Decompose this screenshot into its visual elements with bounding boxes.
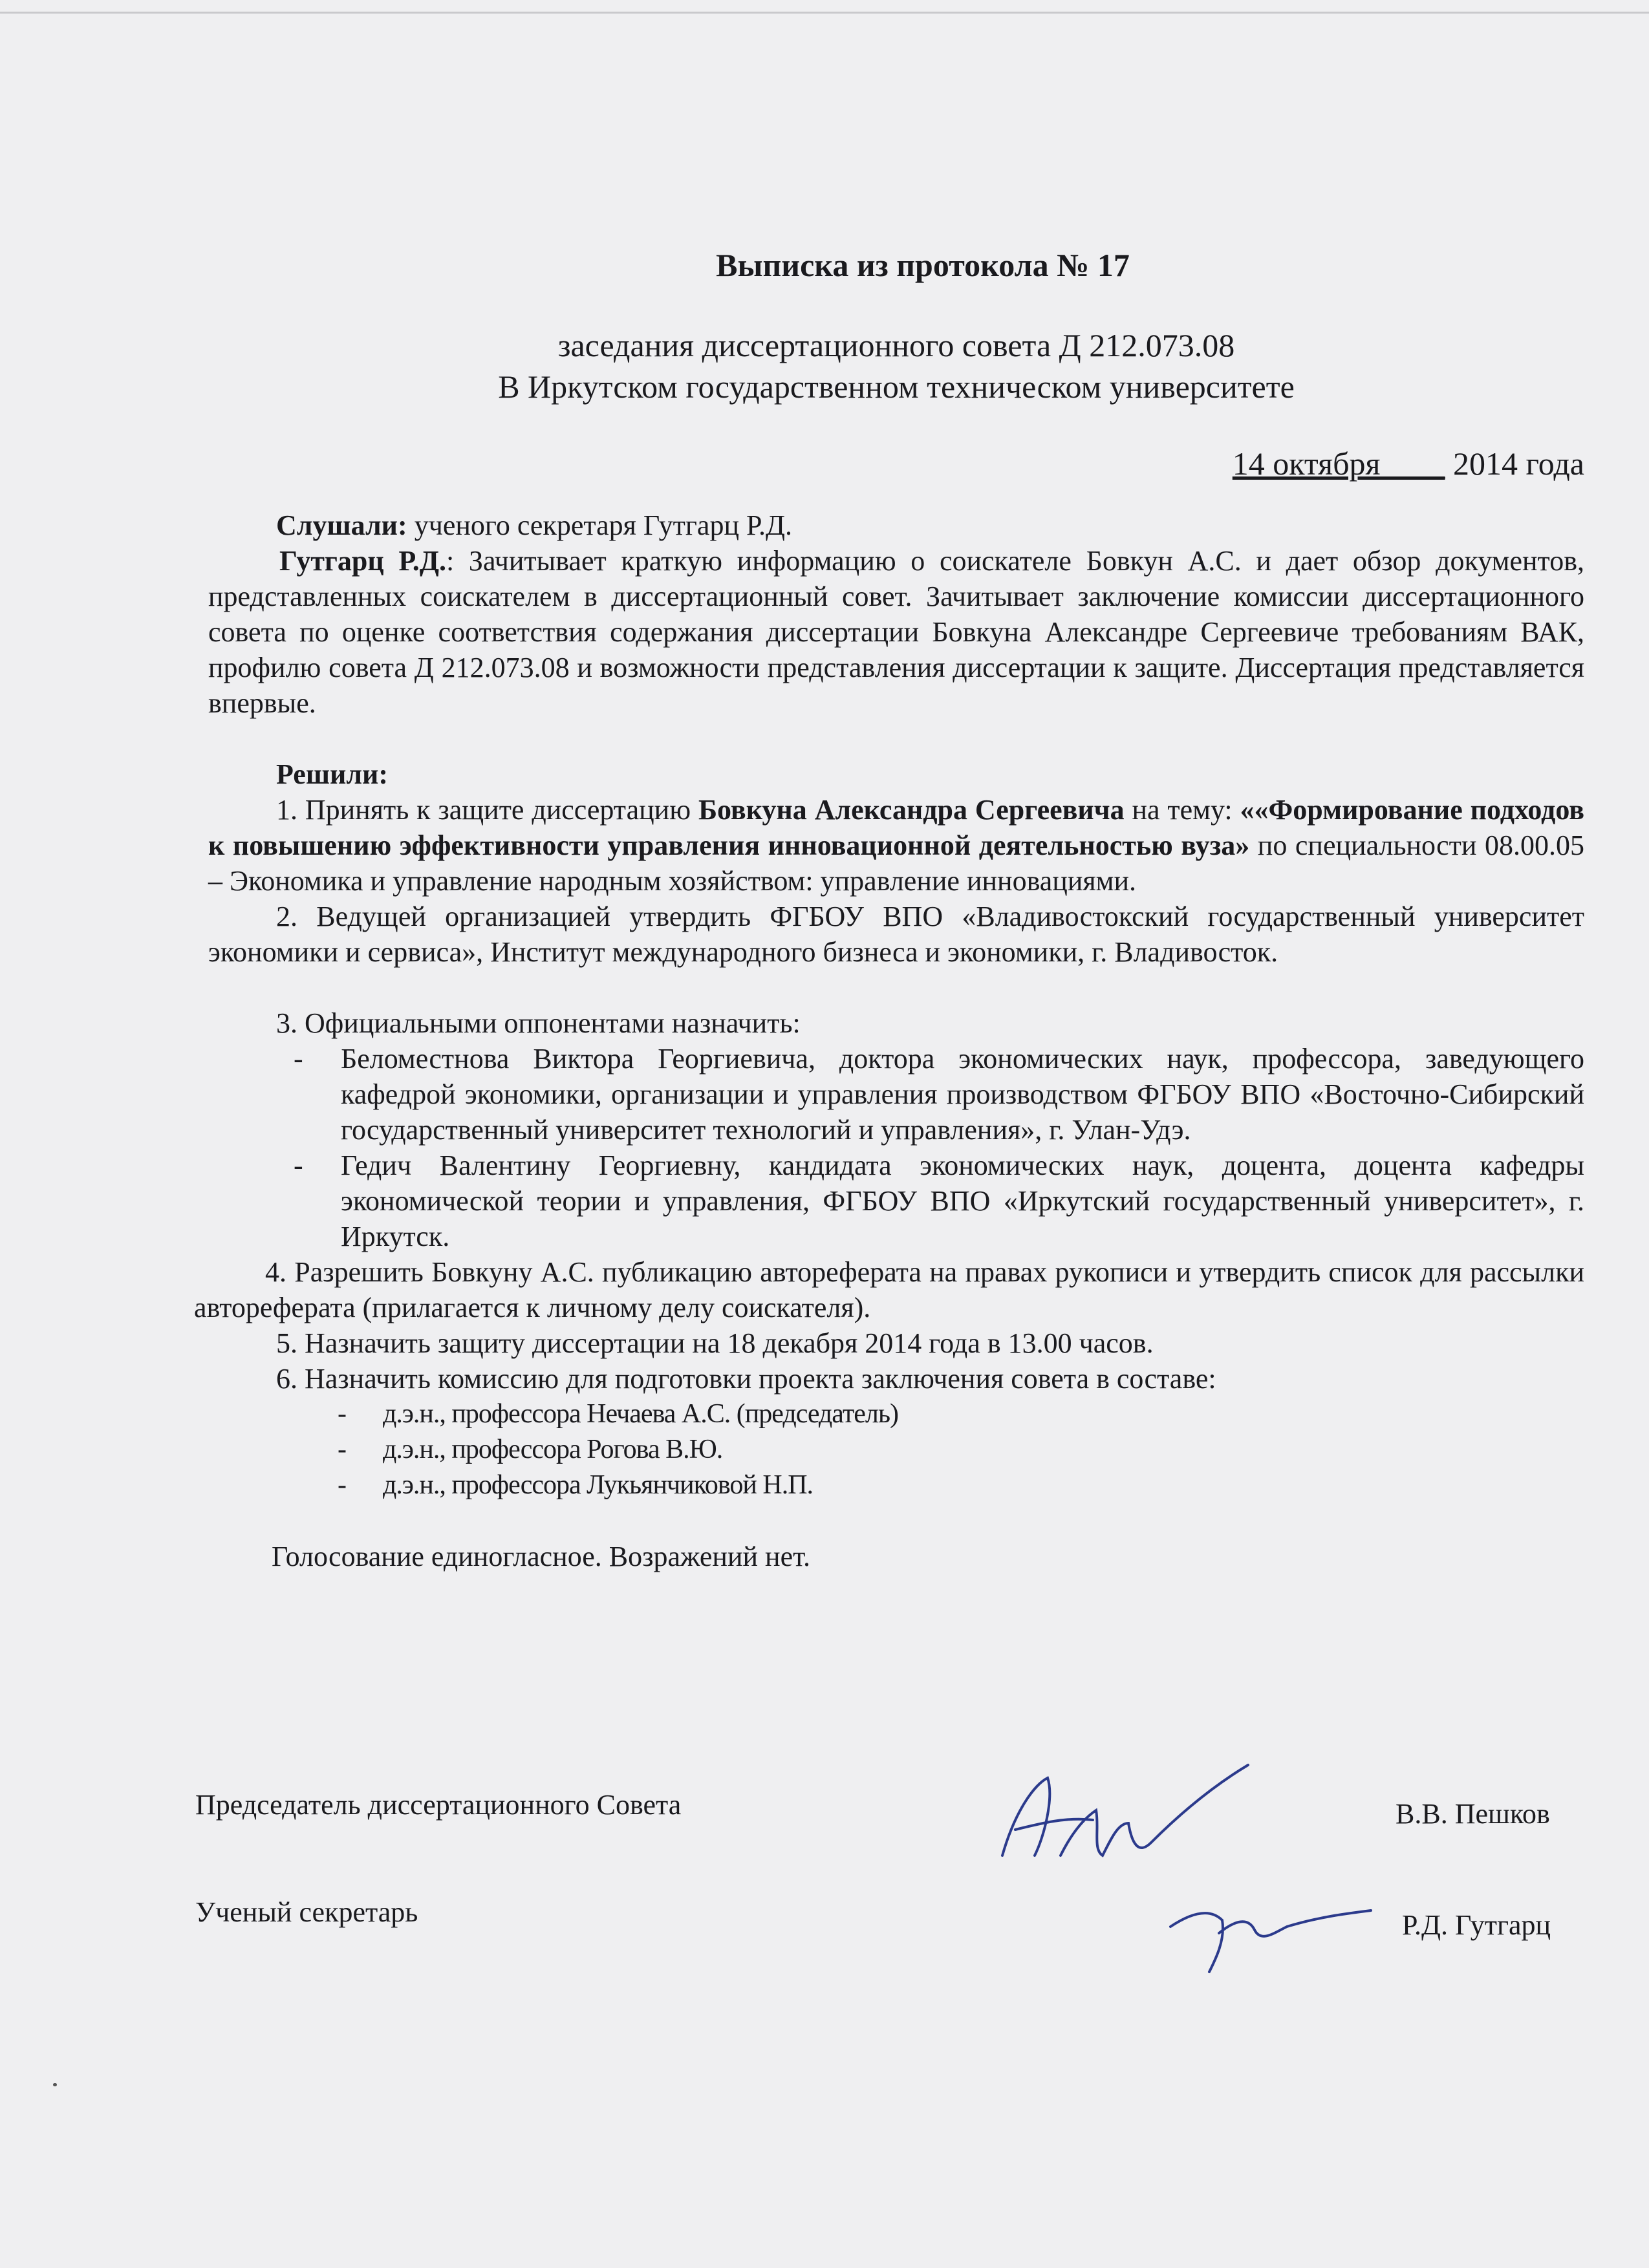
commission-member-text: д.э.н., профессора Нечаева А.С. (председатель) xyxy=(383,1399,898,1429)
commission-member-text: д.э.н., профессора Лукьянчиковой Н.П. xyxy=(383,1470,814,1500)
decision-item-3: 3. Официальными оппонентами назначить: xyxy=(276,1007,801,1039)
decided-label: Решили: xyxy=(276,758,389,790)
item1-pre: 1. Принять к защите диссертацию xyxy=(276,794,698,826)
document-body xyxy=(194,246,1584,1574)
opponent-item xyxy=(208,1148,1584,1254)
decision-item-5: 5. Назначить защиту диссертации на 18 декабря 2014 года в 13.00 часов. xyxy=(276,1327,1154,1359)
secretary-title: Ученый секретарь xyxy=(195,1896,418,1928)
document-title: Выписка из протокола № 17 xyxy=(716,247,1130,283)
commission-member xyxy=(208,1432,1584,1468)
item1-mid: на тему: xyxy=(1124,794,1240,826)
secretary-signature xyxy=(1164,1894,1377,1978)
heard-speaker: Гутгарц Р.Д. xyxy=(279,545,447,577)
list-dash: - xyxy=(338,1399,346,1429)
subtitle-line-1: заседания диссертационного совета Д 212.073.08 xyxy=(557,327,1235,363)
chair-name: В.В. Пешков xyxy=(1396,1798,1550,1830)
opponent-text: Беломестнова Виктора Георгиевича, доктора экономических наук, профессора, заведующего кафедрой экономики, организации и управления производством ФГБОУ ВПО «Восточно-Сибирский государственный университет технологий и управления», г. Улан-Удэ. xyxy=(341,1043,1584,1146)
list-dash: - xyxy=(338,1435,346,1464)
scan-speck xyxy=(53,2083,57,2086)
list-dash: - xyxy=(294,1150,303,1181)
decision-item-1 xyxy=(208,792,1584,899)
heard-text: ученого секретаря Гутгарц Р.Д. xyxy=(407,509,792,541)
dissertation-topic: ««Формирование подходов к повышению эффективности управления инновационной деятельностью вуза» xyxy=(208,794,1584,861)
decided-line xyxy=(208,756,1584,792)
chair-title: Председатель диссертационного Совета xyxy=(195,1789,682,1821)
date-year: 2014 года xyxy=(1445,445,1584,482)
decision-item-4: 4. Разрешить Бовкуну А.С. публикацию автореферата на правах рукописи и утвердить список для рассылки автореферата (прилагается к личному делу соискателя). xyxy=(194,1256,1584,1323)
decision-item-2: 2. Ведущей организацией утвердить ФГБОУ ВПО «Владивостокский государственный университет экономики и сервиса», Институт международного бизнеса и экономики, г. Владивосток. xyxy=(208,901,1584,968)
heard-line xyxy=(208,508,1584,543)
decision-item-6: 6. Назначить комиссию для подготовки проекта заключения совета в составе: xyxy=(276,1363,1216,1395)
subtitle-line-2: В Иркутском государственном техническом университете xyxy=(498,369,1295,405)
date-day-month: 14 октября____ xyxy=(1232,445,1445,482)
heard-body-text: : Зачитывает краткую информацию о соискателе Бовкун А.С. и дает обзор документов, представленных соискателем в диссертационный совет. Зачитывает заключение комиссии диссертационного совета по оценке соответствия содержания диссертации Бовкуна Александре Сергеевиче требованиям ВАК, профилю совета Д 212.073.08 и возможности представления диссертации к защите. Диссертация представляется впервые. xyxy=(208,545,1584,719)
chair-signature xyxy=(989,1759,1261,1868)
commission-member-text: д.э.н., профессора Рогова В.Ю. xyxy=(383,1435,723,1464)
item1-post: по специальности 08.00.05 – Экономика и управление народным хозяйством: управление инновациями. xyxy=(208,829,1584,897)
commission-member xyxy=(208,1396,1584,1432)
list-dash: - xyxy=(338,1470,346,1500)
list-dash: - xyxy=(294,1043,303,1075)
meeting-date xyxy=(208,446,1584,482)
opponents-list xyxy=(208,1041,1584,1254)
opponent-item xyxy=(208,1041,1584,1148)
heard-body xyxy=(208,543,1584,721)
commission-member xyxy=(208,1468,1584,1503)
secretary-name: Р.Д. Гутгарц xyxy=(1402,1909,1551,1941)
commission-list xyxy=(208,1396,1584,1503)
scan-edge-line xyxy=(0,12,1649,14)
opponent-text: Гедич Валентину Георгиевну, кандидата экономических наук, доцента, доцента кафедры экономической теории и управления, ФГБОУ ВПО «Иркутский государственный университет», г. Иркутск. xyxy=(341,1150,1584,1252)
heard-label: Слушали: xyxy=(276,509,407,541)
candidate-name: Бовкуна Александра Сергеевича xyxy=(698,794,1125,826)
vote-result: Голосование единогласное. Возражений нет. xyxy=(272,1541,811,1572)
